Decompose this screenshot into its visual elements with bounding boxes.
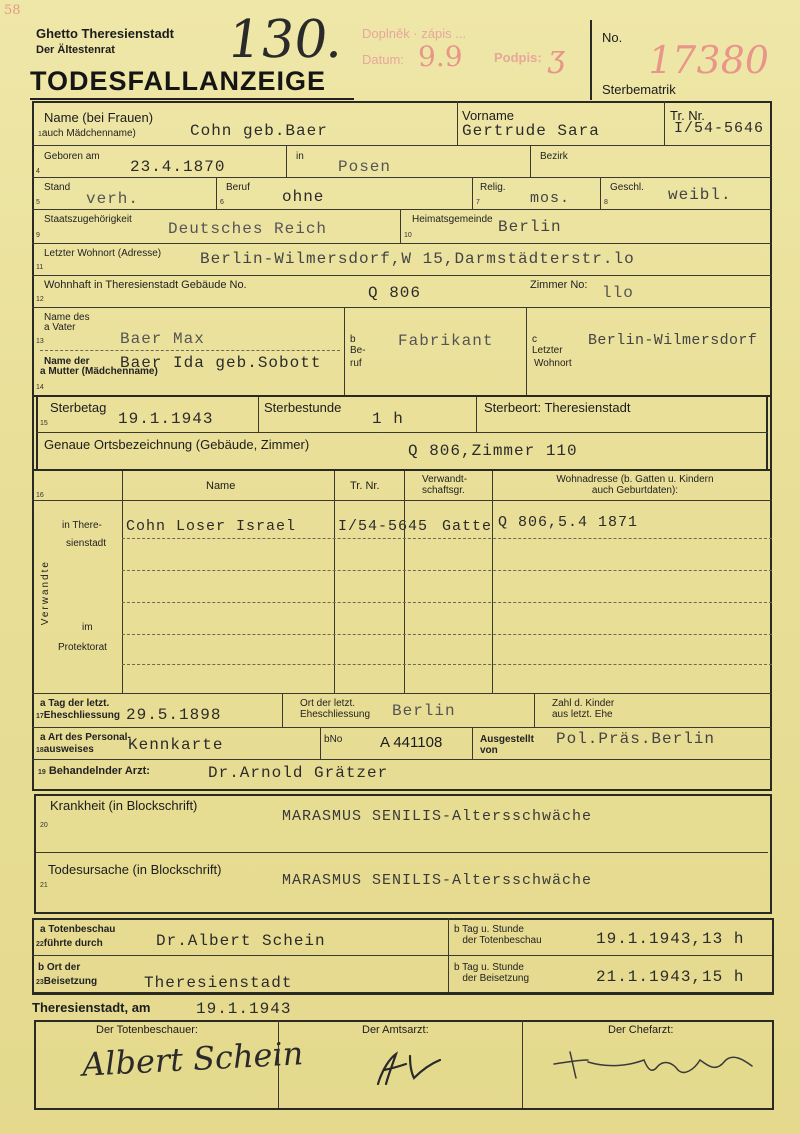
grid-line [32, 500, 772, 501]
footer-place: Theresienstadt, am [32, 1000, 151, 1015]
staat-label: Staatszugehörigkeit [44, 214, 132, 225]
dashed-separator [122, 602, 772, 603]
sterbestunde-label: Sterbestunde [264, 400, 342, 415]
parents-name-label: Name des [44, 312, 90, 323]
handwritten-number: 130. [223, 10, 348, 70]
geschl-label: Geschl. [610, 182, 644, 193]
grid-line [258, 397, 259, 432]
row-number: 5 [36, 199, 40, 206]
dashed-separator [40, 350, 340, 351]
grid-line [472, 727, 473, 759]
row-number: 10 [404, 232, 412, 239]
grid-line [534, 693, 535, 727]
beruf-value: ohne [282, 188, 325, 206]
in-value: Posen [338, 158, 392, 176]
row-number: 11 [36, 264, 44, 271]
grid-line [32, 243, 772, 244]
eltern-wohnort-label2: Wohnort [534, 358, 572, 369]
grid-line [216, 177, 217, 209]
dashed-separator [122, 634, 772, 635]
beruf-label: Beruf [226, 182, 250, 193]
datum-label: Datum: [362, 52, 404, 67]
totenbeschau-label: a Totenbeschau [40, 924, 116, 935]
wohnort-label: Letzter Wohnort (Adresse) [44, 248, 162, 259]
totenbeschau-zeit-label: b Tag u. Stunde der Totenbeschau [454, 924, 542, 946]
row-number: 7 [476, 199, 480, 206]
geboren-label: Geboren am [44, 151, 100, 162]
beisetzung-ort-sublabel: 23Beisetzung [36, 976, 98, 987]
relig-label: Relig. [480, 182, 506, 193]
vater-value: Baer Max [120, 330, 205, 348]
grid-line [404, 471, 405, 693]
ortsbez-value: Q 806,Zimmer 110 [408, 442, 578, 460]
grid-line [32, 693, 772, 694]
grid-line [282, 693, 283, 727]
row-number: 15 [40, 420, 48, 427]
datum-value: 9.9 [418, 40, 463, 73]
ausgestellt-label: Ausgestellt von [480, 734, 534, 756]
dashed-separator [122, 570, 772, 571]
ausweis-art-value: Kennkarte [128, 736, 224, 754]
chefarzt-signature [548, 1042, 758, 1088]
title-underline [30, 98, 354, 100]
eltern-beruf-value: Fabrikant [398, 332, 494, 350]
ehe-ort-value: Berlin [392, 702, 456, 720]
im-label: im [82, 622, 93, 633]
dashed-separator [122, 664, 772, 665]
krankheit-value: MARASMUS SENILIS-Altersschwäche [282, 808, 593, 825]
relative-wohn: Q 806,5.4 1871 [498, 514, 639, 531]
amtsarzt-signature [360, 1040, 460, 1090]
grid-line [32, 789, 772, 791]
podpis-mark: ʒ [548, 40, 565, 75]
corner-pencil-number: 58 [4, 3, 21, 18]
row-number: 16 [36, 492, 44, 499]
col-wohn-header: Wohnadresse (b. Gatten u. Kindern auch Geburtdaten): [556, 474, 714, 496]
eltern-wohnort-value: Berlin-Wilmersdorf [588, 332, 758, 349]
grid-line [32, 101, 34, 791]
sterbetag-value: 19.1.1943 [118, 410, 214, 428]
stand-label: Stand [44, 182, 71, 193]
grid-line [600, 177, 601, 209]
relig-value: mos. [530, 190, 571, 207]
geboren-value: 23.4.1870 [130, 158, 226, 176]
totenbeschauer-label: Der Totenbeschauer: [96, 1024, 198, 1036]
staat-value: Deutsches Reich [168, 220, 328, 238]
arzt-value: Dr.Arnold Grätzer [208, 764, 389, 782]
row-number: 8 [604, 199, 608, 206]
kinder-label: Zahl d. Kinder aus letzt. Ehe [552, 698, 615, 720]
ehe-tag-label: a Tag der letzt. [40, 698, 110, 709]
grid-line [32, 992, 772, 994]
ehe-tag-sublabel: 17Eheschliessung [36, 710, 120, 721]
grid-line [32, 209, 772, 210]
arzt-label: 19 Behandelnder Arzt: [38, 765, 150, 777]
sterbestunde-value: 1 h [372, 410, 404, 428]
col-verwandt-header: Verwandt- schaftsgr. [422, 474, 468, 496]
eltern-wohnort-label1: c Letzter [532, 334, 563, 356]
row-number: 20 [40, 822, 48, 829]
grid-line [122, 471, 123, 693]
eltern-beruf-label1: b Be- [350, 334, 366, 356]
verwandte-side-label: Verwandte [40, 560, 51, 626]
vorname-label: Vorname [462, 108, 515, 123]
ausweis-art-label: a Art des Personal- [40, 732, 131, 743]
grid-line [320, 727, 321, 759]
sterbetag-label: Sterbetag [50, 400, 107, 415]
grid-line [286, 145, 287, 177]
ehe-tag-value: 29.5.1898 [126, 706, 222, 724]
in-theresienstadt-label1: in There- [62, 520, 102, 531]
name-label: Name (bei Frauen) [44, 110, 154, 125]
vater-label: a Vater [44, 322, 76, 333]
totenbeschau-value: Dr.Albert Schein [156, 932, 326, 950]
col-trnr-header: Tr. Nr. [350, 480, 380, 492]
totenbeschau-sublabel: 22führte durch [36, 938, 103, 949]
trnr-label: Tr. Nr. [670, 108, 705, 123]
name-value: Cohn geb.Baer [190, 122, 328, 140]
beisetzung-zeit-value: 21.1.1943,15 h [596, 968, 745, 986]
no-value: 17380 [644, 38, 773, 82]
grid-line [400, 209, 401, 243]
mutter-value: Baer Ida geb.Sobott [120, 354, 322, 372]
mutter-sublabel: a Mutter (Mädchenname) [40, 366, 158, 377]
heimat-label: Heimatsgemeinde [412, 214, 493, 225]
grid-line [32, 955, 772, 956]
row-number: 9 [36, 232, 40, 239]
grid-line [32, 469, 772, 471]
grid-line [526, 307, 527, 395]
zimmer-label: Zimmer No: [530, 279, 588, 291]
ausweis-art-sublabel: 18ausweises [36, 744, 94, 755]
grid-line [492, 471, 493, 693]
ausweis-no-value: A 441108 [380, 734, 443, 751]
grid-line [770, 101, 772, 791]
ortsbez-label: Genaue Ortsbezeichnung (Gebäude, Zimmer) [44, 437, 310, 452]
grid-line [457, 101, 458, 145]
grid-line [32, 759, 772, 760]
eltern-beruf-label2: ruf [350, 358, 362, 369]
chefarzt-label: Der Chefarzt: [608, 1024, 674, 1036]
row-number: 12 [36, 296, 44, 303]
org-name: Ghetto Theresienstadt [36, 26, 174, 41]
grid-line [32, 145, 772, 146]
grid-line [334, 471, 335, 693]
in-theresienstadt-label2: sienstadt [66, 538, 107, 549]
beisetzung-ort-value: Theresienstadt [144, 974, 293, 992]
trnr-value: I/54-5646 [674, 120, 765, 137]
beisetzung-ort-label: b Ort der [38, 962, 81, 973]
col-name-header: Name [206, 480, 236, 492]
row-number: 14 [36, 384, 44, 391]
ausgestellt-value: Pol.Präs.Berlin [556, 730, 716, 748]
dashed-separator [122, 538, 772, 539]
sterbeort-label: Sterbeort: Theresienstadt [484, 400, 631, 415]
bezirk-label: Bezirk [540, 151, 568, 162]
row-number: 6 [220, 199, 224, 206]
in-label: in [296, 151, 304, 162]
ausweis-no-label: bNo [324, 734, 343, 745]
form-title: TODESFALLANZEIGE [30, 66, 327, 96]
beisetzung-zeit-label: b Tag u. Stunde der Beisetzung [454, 962, 530, 984]
grid-line [32, 307, 772, 308]
ehe-ort-label: Ort der letzt. Eheschliessung [300, 698, 371, 720]
heimat-value: Berlin [498, 218, 562, 236]
wohnhaft-label: Wohnhaft in Theresienstadt Gebäude No. [44, 279, 247, 291]
geschl-value: weibl. [668, 186, 732, 204]
grid-line [522, 1020, 523, 1108]
grid-line [530, 145, 531, 177]
zimmer-value: llo [602, 284, 634, 302]
mutter-label: Name der [44, 356, 90, 367]
krankheit-label: Krankheit (in Blockschrift) [50, 798, 198, 813]
row-number: 13 [36, 338, 44, 345]
grid-line [32, 177, 772, 178]
relative-verwandt: Gatte [442, 518, 493, 535]
grid-line [32, 275, 772, 276]
wohnhaft-value: Q 806 [368, 284, 422, 302]
podpis-label: Podpis: [494, 50, 542, 65]
no-box-divider [590, 20, 592, 100]
grid-line [32, 727, 772, 728]
totenbeschau-zeit-value: 19.1.1943,13 h [596, 930, 745, 948]
todesursache-label: Todesursache (in Blockschrift) [48, 862, 222, 877]
grid-line [472, 177, 473, 209]
grid-line [32, 101, 772, 103]
grid-line [476, 397, 477, 432]
faint-header-note: Doplněk · zápis ... [362, 26, 467, 41]
stand-value: verh. [86, 190, 140, 208]
grid-line [36, 852, 768, 853]
footer-date: 19.1.1943 [196, 1000, 292, 1018]
vorname-value: Gertrude Sara [462, 122, 600, 140]
grid-line [36, 397, 38, 469]
grid-line [766, 397, 768, 469]
grid-line [32, 395, 772, 397]
amtsarzt-label: Der Amtsarzt: [362, 1024, 429, 1036]
relative-name: Cohn Loser Israel [126, 518, 297, 535]
relative-trnr: I/54-5645 [338, 518, 429, 535]
row-number: 4 [36, 168, 40, 175]
name-sublabel: 1auch Mädchenname) [38, 128, 136, 139]
protektorat-label: Protektorat [58, 642, 107, 653]
grid-line [664, 101, 665, 145]
row-number: 21 [40, 882, 48, 889]
no-label: No. [602, 30, 623, 45]
wohnort-value: Berlin-Wilmersdorf,W 15,Darmstädterstr.lo [200, 250, 635, 268]
todesursache-value: MARASMUS SENILIS-Altersschwäche [282, 872, 593, 889]
grid-line [344, 307, 345, 395]
totenbeschauer-signature: Albert Schein [81, 1034, 305, 1084]
grid-line [36, 432, 768, 433]
sterbematrik-label: Sterbematrik [602, 82, 676, 97]
org-council: Der Ältestenrat [36, 44, 115, 56]
